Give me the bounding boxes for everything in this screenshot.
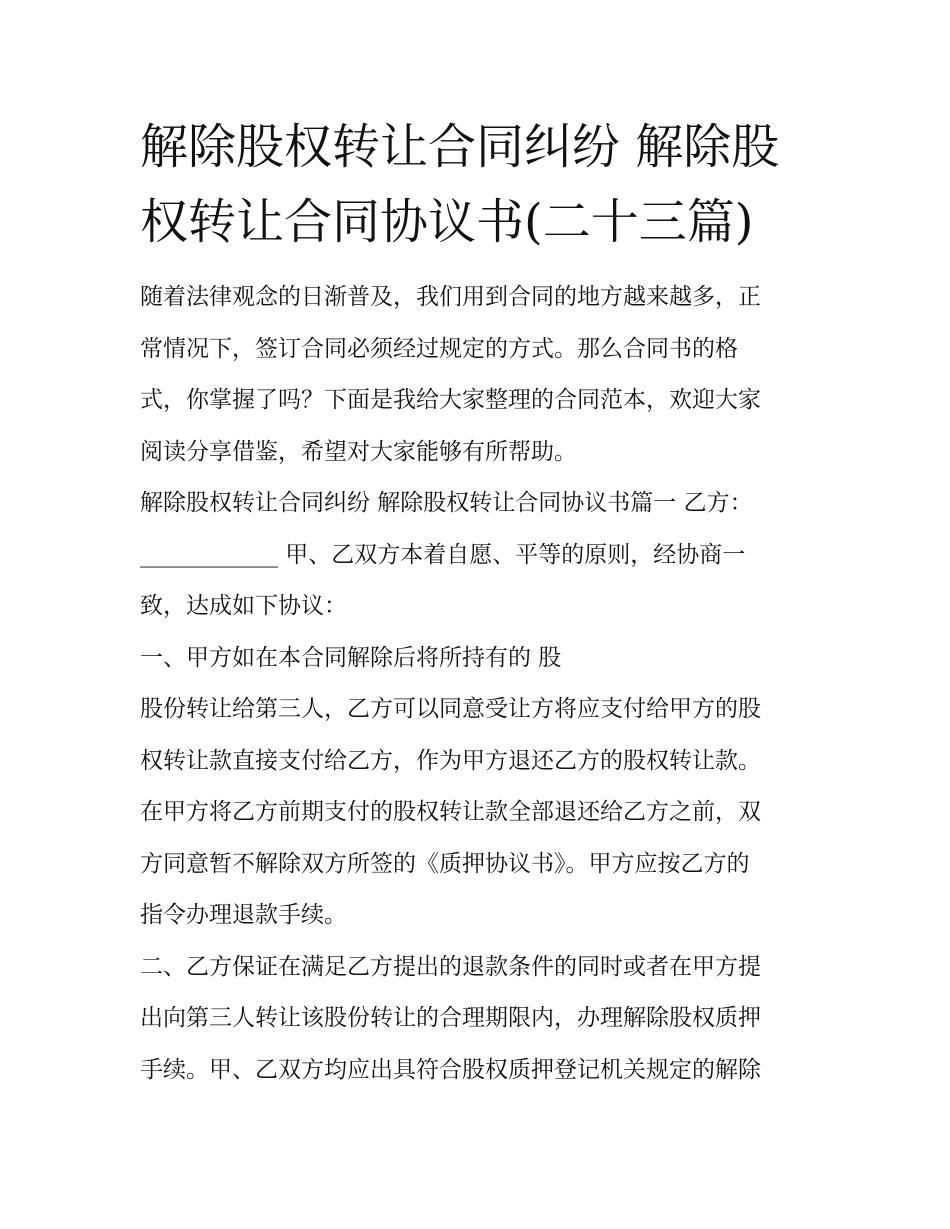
body-line: 式，你掌握了吗？下面是我给大家整理的合同范本，欢迎大家 — [140, 387, 761, 413]
body-line: ____________ 甲、乙双方本着自愿、平等的原则，经协商一 — [140, 541, 746, 568]
title-line: 权转让合同协议书(二十三篇) — [140, 194, 754, 250]
body-line: 在甲方将乙方前期支付的股权转让款全部退还给乙方之前，双 — [140, 799, 761, 825]
document-title — [140, 110, 812, 260]
body-line: 手续。甲、乙双方均应出具符合股权质押登记机关规定的解除 — [140, 1056, 761, 1083]
body-line: 权转让款直接支付给乙方，作为甲方退还乙方的股权转让款。 — [140, 747, 761, 774]
body-line: 出向第三人转让该股份转让的合理期限内，办理解除股权质押 — [140, 1005, 761, 1031]
document-content — [140, 110, 812, 1096]
body-line: 股份转让给第三人，乙方可以同意受让方将应支付给甲方的股 — [140, 696, 761, 722]
document-body — [140, 272, 812, 1096]
body-line: 方同意暂不解除双方所签的《质押协议书》。甲方应按乙方的 — [140, 850, 750, 877]
body-line: 随着法律观念的日渐普及，我们用到合同的地方越来越多，正 — [140, 284, 761, 310]
section-heading-line: 解除股权转让合同纠纷 解除股权转让合同协议书篇一 乙方： — [140, 490, 753, 516]
body-line: 阅读分享借鉴，希望对大家能够有所帮助。 — [140, 438, 577, 465]
title-line: 解除股权转让合同纠纷 解除股 — [140, 119, 780, 175]
clause-line: 一、甲方如在本合同解除后将所持有的 股 — [140, 644, 562, 671]
clause-line: 二、乙方保证在满足乙方提出的退款条件的同时或者在甲方提 — [140, 953, 761, 980]
body-line: 致，达成如下协议： — [140, 593, 347, 619]
body-line: 指令办理退款手续。 — [140, 902, 347, 928]
body-line: 常情况下，签订合同必须经过规定的方式。那么合同书的格 — [140, 335, 738, 362]
